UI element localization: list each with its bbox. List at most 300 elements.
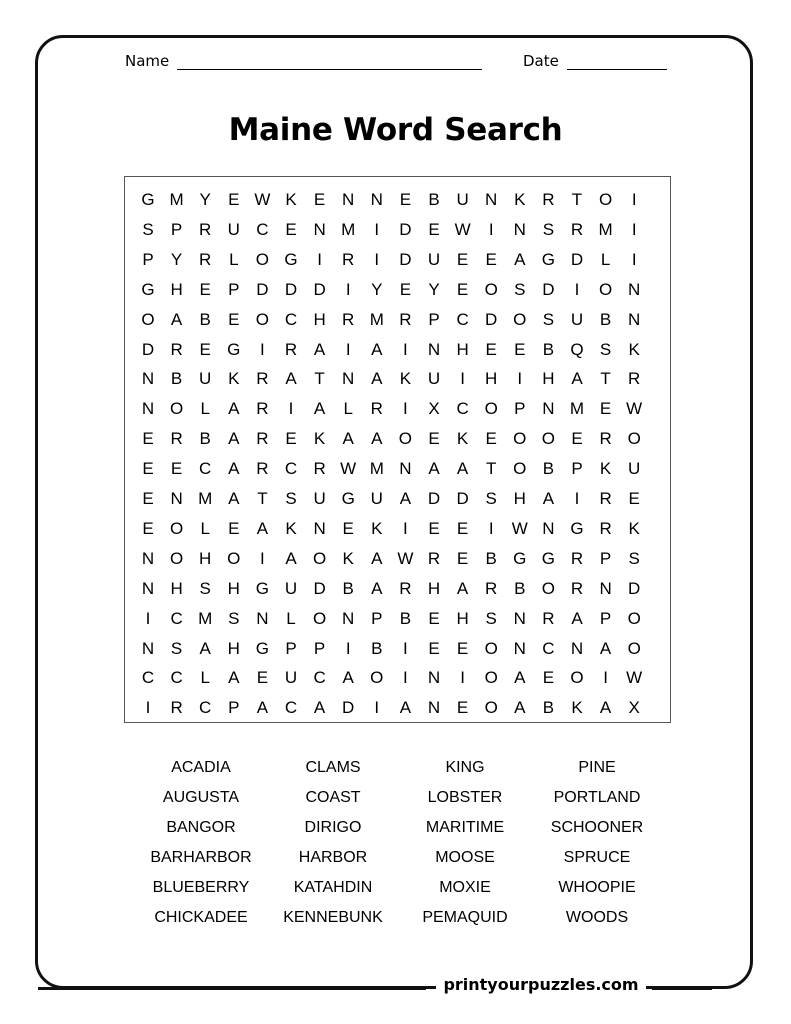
grid-letter[interactable]: O bbox=[541, 578, 555, 598]
grid-letter[interactable]: P bbox=[599, 548, 612, 568]
grid-letter[interactable]: B bbox=[514, 578, 526, 598]
grid-letter[interactable]: E bbox=[428, 608, 440, 628]
grid-letter[interactable]: O bbox=[312, 608, 327, 628]
grid-letter[interactable]: H bbox=[170, 578, 183, 598]
grid-letter[interactable]: E bbox=[599, 399, 612, 419]
grid-letter[interactable]: K bbox=[313, 429, 326, 449]
grid-letter[interactable]: M bbox=[598, 219, 613, 239]
grid-letter[interactable]: C bbox=[284, 459, 298, 479]
grid-letter[interactable]: P bbox=[428, 309, 440, 329]
grid-letter[interactable]: A bbox=[371, 369, 383, 389]
grid-letter[interactable]: R bbox=[256, 399, 269, 419]
grid-letter[interactable]: E bbox=[571, 429, 583, 449]
grid-letter[interactable]: A bbox=[199, 638, 211, 658]
grid-letter[interactable]: E bbox=[142, 489, 154, 508]
grid-letter[interactable]: O bbox=[598, 279, 613, 299]
grid-letter[interactable]: T bbox=[314, 369, 325, 389]
grid-letter[interactable]: E bbox=[428, 219, 440, 239]
grid-letter[interactable]: I bbox=[488, 518, 494, 538]
grid-letter[interactable]: E bbox=[542, 668, 555, 688]
grid-letter[interactable]: L bbox=[200, 668, 210, 688]
grid-letter[interactable]: L bbox=[200, 399, 210, 419]
grid-letter[interactable]: N bbox=[485, 190, 498, 209]
grid-letter[interactable]: A bbox=[571, 608, 583, 628]
grid-letter[interactable]: B bbox=[428, 190, 440, 209]
grid-letter[interactable]: R bbox=[256, 369, 269, 389]
grid-letter[interactable]: O bbox=[627, 608, 641, 628]
grid-letter[interactable]: E bbox=[228, 309, 240, 329]
grid-letter[interactable]: A bbox=[514, 249, 526, 269]
grid-letter[interactable]: O bbox=[627, 638, 641, 658]
grid-letter[interactable]: H bbox=[227, 578, 240, 598]
grid-letter[interactable]: O bbox=[484, 638, 498, 658]
grid-letter[interactable]: I bbox=[345, 279, 351, 299]
grid-letter[interactable]: R bbox=[256, 459, 269, 479]
grid-letter[interactable]: U bbox=[370, 489, 383, 508]
grid-letter[interactable]: N bbox=[628, 309, 641, 329]
grid-letter[interactable]: M bbox=[369, 309, 384, 329]
grid-letter[interactable]: O bbox=[169, 548, 184, 568]
grid-letter[interactable]: N bbox=[513, 219, 526, 239]
grid-letter[interactable]: C bbox=[170, 608, 183, 628]
grid-letter[interactable]: T bbox=[600, 369, 611, 389]
grid-letter[interactable]: D bbox=[256, 279, 269, 299]
grid-letter[interactable]: E bbox=[285, 219, 297, 239]
grid-letter[interactable]: R bbox=[570, 548, 584, 568]
grid-letter[interactable]: I bbox=[288, 399, 294, 419]
grid-letter[interactable]: S bbox=[485, 489, 497, 508]
grid-letter[interactable]: I bbox=[145, 608, 151, 628]
grid-letter[interactable]: O bbox=[513, 429, 527, 449]
grid-letter[interactable]: H bbox=[313, 309, 326, 329]
grid-letter[interactable]: P bbox=[371, 608, 383, 628]
grid-letter[interactable]: E bbox=[170, 459, 183, 479]
grid-letter[interactable]: I bbox=[317, 249, 322, 269]
grid-letter[interactable]: K bbox=[599, 459, 612, 479]
grid-letter[interactable]: E bbox=[399, 279, 412, 299]
grid-letter[interactable]: D bbox=[485, 309, 498, 329]
grid-letter[interactable]: C bbox=[542, 638, 555, 658]
grid-letter[interactable]: I bbox=[403, 518, 408, 538]
grid-letter[interactable]: B bbox=[542, 339, 555, 359]
grid-letter[interactable]: C bbox=[199, 459, 212, 479]
grid-letter[interactable]: A bbox=[313, 339, 326, 359]
grid-letter[interactable]: B bbox=[170, 369, 183, 389]
grid-letter[interactable]: N bbox=[427, 339, 441, 359]
grid-letter[interactable]: D bbox=[427, 489, 441, 508]
grid-letter[interactable]: B bbox=[199, 429, 211, 449]
grid-letter[interactable]: A bbox=[514, 698, 526, 718]
grid-letter[interactable]: O bbox=[398, 429, 412, 449]
grid-letter[interactable]: L bbox=[343, 399, 353, 419]
grid-letter[interactable]: O bbox=[312, 548, 327, 568]
grid-letter[interactable]: K bbox=[285, 518, 297, 538]
grid-letter[interactable]: O bbox=[169, 518, 184, 538]
grid-letter[interactable]: N bbox=[141, 399, 155, 419]
grid-letter[interactable]: Y bbox=[199, 190, 211, 209]
grid-letter[interactable]: E bbox=[628, 489, 640, 508]
grid-letter[interactable]: S bbox=[542, 219, 555, 239]
grid-letter[interactable]: N bbox=[370, 190, 383, 209]
grid-letter[interactable]: N bbox=[599, 578, 612, 598]
grid-letter[interactable]: A bbox=[456, 578, 469, 598]
grid-letter[interactable]: E bbox=[485, 249, 497, 269]
grid-letter[interactable]: A bbox=[399, 489, 412, 508]
grid-letter[interactable]: A bbox=[313, 399, 326, 419]
grid-letter[interactable]: P bbox=[313, 638, 326, 658]
grid-letter[interactable]: C bbox=[284, 309, 298, 329]
grid-letter[interactable]: D bbox=[342, 698, 355, 718]
grid-letter[interactable]: A bbox=[313, 698, 326, 718]
grid-letter[interactable]: L bbox=[200, 518, 210, 538]
grid-letter[interactable]: I bbox=[403, 668, 408, 688]
grid-letter[interactable]: A bbox=[285, 369, 297, 389]
grid-letter[interactable]: A bbox=[599, 638, 612, 658]
grid-letter[interactable]: K bbox=[342, 548, 354, 568]
grid-letter[interactable]: W bbox=[626, 399, 643, 419]
grid-letter[interactable]: A bbox=[228, 459, 240, 479]
grid-letter[interactable]: N bbox=[427, 698, 441, 718]
grid-letter[interactable]: X bbox=[628, 698, 640, 718]
grid-letter[interactable]: U bbox=[427, 249, 441, 269]
grid-letter[interactable]: C bbox=[313, 668, 326, 688]
grid-letter[interactable]: R bbox=[427, 548, 441, 568]
grid-letter[interactable]: I bbox=[631, 219, 637, 239]
grid-letter[interactable]: A bbox=[228, 489, 240, 508]
grid-letter[interactable]: Q bbox=[570, 339, 584, 359]
grid-letter[interactable]: N bbox=[256, 608, 269, 628]
grid-letter[interactable]: B bbox=[371, 638, 383, 658]
grid-letter[interactable]: H bbox=[170, 279, 183, 299]
name-field[interactable] bbox=[125, 52, 482, 70]
grid-letter[interactable]: R bbox=[370, 399, 383, 419]
grid-letter[interactable]: A bbox=[342, 429, 354, 449]
grid-letter[interactable]: H bbox=[199, 548, 212, 568]
grid-letter[interactable]: D bbox=[570, 249, 584, 269]
grid-letter[interactable]: R bbox=[570, 219, 584, 239]
grid-letter[interactable]: S bbox=[628, 548, 640, 568]
grid-letter[interactable]: M bbox=[569, 399, 585, 419]
grid-letter[interactable]: U bbox=[284, 668, 298, 688]
grid-letter[interactable]: B bbox=[599, 309, 612, 329]
grid-letter[interactable]: G bbox=[541, 249, 555, 269]
grid-letter[interactable]: R bbox=[485, 578, 498, 598]
grid-letter[interactable]: C bbox=[284, 698, 298, 718]
grid-letter[interactable]: A bbox=[371, 339, 383, 359]
grid-letter[interactable]: C bbox=[199, 698, 212, 718]
grid-letter[interactable]: I bbox=[460, 369, 465, 389]
grid-letter[interactable]: O bbox=[513, 459, 527, 479]
grid-letter[interactable]: D bbox=[542, 279, 555, 299]
grid-letter[interactable]: I bbox=[145, 698, 151, 718]
grid-letter[interactable]: H bbox=[456, 339, 469, 359]
name-line[interactable] bbox=[177, 57, 482, 70]
grid-letter[interactable]: W bbox=[397, 548, 414, 568]
grid-letter[interactable]: K bbox=[571, 698, 583, 718]
grid-letter[interactable]: U bbox=[284, 578, 298, 598]
grid-letter[interactable]: Y bbox=[371, 279, 383, 299]
grid-letter[interactable]: A bbox=[342, 668, 354, 688]
grid-letter[interactable]: A bbox=[170, 309, 183, 329]
grid-letter[interactable]: B bbox=[399, 608, 412, 628]
grid-letter[interactable]: R bbox=[199, 249, 212, 269]
grid-letter[interactable]: P bbox=[285, 638, 297, 658]
grid-letter[interactable]: I bbox=[374, 698, 380, 718]
grid-letter[interactable]: G bbox=[141, 190, 155, 209]
grid-letter[interactable]: C bbox=[141, 668, 155, 688]
grid-letter[interactable]: A bbox=[285, 548, 297, 568]
grid-letter[interactable]: G bbox=[341, 489, 355, 508]
grid-letter[interactable]: I bbox=[345, 339, 351, 359]
grid-letter[interactable]: N bbox=[513, 638, 526, 658]
grid-letter[interactable]: B bbox=[542, 459, 555, 479]
grid-letter[interactable]: E bbox=[456, 279, 469, 299]
grid-letter[interactable]: K bbox=[628, 339, 640, 359]
grid-letter[interactable]: O bbox=[169, 399, 184, 419]
grid-letter[interactable]: R bbox=[170, 698, 183, 718]
grid-letter[interactable]: I bbox=[374, 249, 380, 269]
grid-letter[interactable]: O bbox=[227, 548, 241, 568]
grid-letter[interactable]: I bbox=[403, 399, 408, 419]
grid-letter[interactable]: H bbox=[227, 638, 240, 658]
grid-letter[interactable]: A bbox=[428, 459, 440, 479]
grid-letter[interactable]: R bbox=[399, 578, 412, 598]
grid-letter[interactable]: K bbox=[456, 429, 469, 449]
grid-letter[interactable]: W bbox=[454, 219, 471, 239]
grid-letter[interactable]: N bbox=[141, 369, 155, 389]
grid-letter[interactable]: P bbox=[514, 399, 526, 419]
grid-letter[interactable]: E bbox=[485, 429, 497, 449]
grid-letter[interactable]: M bbox=[341, 219, 356, 239]
grid-letter[interactable]: E bbox=[514, 339, 526, 359]
grid-letter[interactable]: S bbox=[199, 578, 211, 598]
grid-letter[interactable]: C bbox=[456, 309, 469, 329]
grid-letter[interactable]: E bbox=[456, 698, 469, 718]
grid-letter[interactable]: L bbox=[229, 249, 239, 269]
grid-letter[interactable]: P bbox=[571, 459, 583, 479]
grid-letter[interactable]: H bbox=[513, 489, 526, 508]
grid-letter[interactable]: E bbox=[456, 548, 469, 568]
grid-letter[interactable]: I bbox=[460, 668, 465, 688]
grid-letter[interactable]: O bbox=[541, 429, 555, 449]
grid-letter[interactable]: N bbox=[141, 638, 155, 658]
grid-letter[interactable]: E bbox=[256, 668, 269, 688]
grid-letter[interactable]: E bbox=[428, 518, 440, 538]
grid-letter[interactable]: O bbox=[255, 249, 269, 269]
grid-letter[interactable]: I bbox=[574, 279, 580, 299]
grid-letter[interactable]: E bbox=[228, 190, 240, 209]
grid-letter[interactable]: S bbox=[599, 339, 612, 359]
grid-letter[interactable]: U bbox=[456, 190, 469, 209]
grid-letter[interactable]: E bbox=[285, 429, 297, 449]
grid-letter[interactable]: B bbox=[199, 309, 211, 329]
grid-letter[interactable]: G bbox=[284, 249, 298, 269]
grid-letter[interactable]: E bbox=[399, 190, 412, 209]
grid-letter[interactable]: I bbox=[260, 339, 265, 359]
grid-letter[interactable]: E bbox=[456, 518, 469, 538]
grid-letter[interactable]: M bbox=[198, 608, 213, 628]
grid-letter[interactable]: R bbox=[170, 339, 183, 359]
grid-letter[interactable]: G bbox=[227, 339, 241, 359]
grid-letter[interactable]: R bbox=[399, 309, 412, 329]
grid-letter[interactable]: D bbox=[399, 249, 412, 269]
grid-letter[interactable]: L bbox=[600, 249, 611, 269]
grid-letter[interactable]: M bbox=[198, 489, 213, 508]
grid-letter[interactable]: I bbox=[345, 638, 351, 658]
grid-letter[interactable]: O bbox=[598, 190, 613, 209]
grid-letter[interactable]: E bbox=[428, 429, 440, 449]
grid-letter[interactable]: U bbox=[313, 489, 326, 508]
grid-letter[interactable]: A bbox=[228, 429, 240, 449]
grid-letter[interactable]: R bbox=[199, 219, 212, 239]
grid-letter[interactable]: S bbox=[514, 279, 526, 299]
grid-letter[interactable]: G bbox=[141, 279, 155, 299]
grid-letter[interactable]: E bbox=[142, 518, 154, 538]
grid-letter[interactable]: I bbox=[631, 249, 637, 269]
grid-letter[interactable]: A bbox=[228, 399, 240, 419]
grid-letter[interactable]: I bbox=[574, 489, 580, 508]
grid-letter[interactable]: E bbox=[485, 339, 497, 359]
grid-letter[interactable]: K bbox=[285, 190, 297, 209]
grid-letter[interactable]: H bbox=[427, 578, 441, 598]
grid-letter[interactable]: B bbox=[485, 548, 497, 568]
grid-letter[interactable]: N bbox=[427, 668, 441, 688]
grid-letter[interactable]: C bbox=[456, 399, 469, 419]
grid-letter[interactable]: O bbox=[484, 668, 498, 688]
grid-letter[interactable]: Y bbox=[170, 249, 183, 269]
grid-letter[interactable]: N bbox=[313, 518, 326, 538]
grid-letter[interactable]: E bbox=[456, 638, 469, 658]
grid-letter[interactable]: P bbox=[142, 249, 154, 269]
grid-letter[interactable]: S bbox=[170, 638, 183, 658]
grid-letter[interactable]: N bbox=[141, 578, 155, 598]
grid-letter[interactable]: O bbox=[484, 698, 498, 718]
grid-letter[interactable]: E bbox=[456, 249, 469, 269]
grid-letter[interactable]: A bbox=[542, 489, 555, 508]
grid-letter[interactable]: N bbox=[628, 279, 641, 299]
grid-letter[interactable]: N bbox=[542, 518, 555, 538]
grid-letter[interactable]: O bbox=[513, 309, 527, 329]
grid-letter[interactable]: K bbox=[371, 518, 383, 538]
grid-letter[interactable]: O bbox=[627, 429, 641, 449]
grid-letter[interactable]: K bbox=[514, 190, 526, 209]
grid-letter[interactable]: K bbox=[399, 369, 412, 389]
grid-letter[interactable]: O bbox=[484, 399, 498, 419]
grid-letter[interactable]: L bbox=[286, 608, 296, 628]
grid-letter[interactable]: N bbox=[342, 190, 355, 209]
grid-letter[interactable]: K bbox=[628, 518, 640, 538]
grid-letter[interactable]: U bbox=[227, 219, 240, 239]
grid-letter[interactable]: P bbox=[228, 279, 240, 299]
grid-letter[interactable]: G bbox=[541, 548, 555, 568]
grid-letter[interactable]: R bbox=[570, 578, 584, 598]
grid-letter[interactable]: I bbox=[374, 219, 380, 239]
grid-letter[interactable]: H bbox=[456, 608, 469, 628]
grid-letter[interactable]: E bbox=[142, 429, 154, 449]
grid-letter[interactable]: N bbox=[313, 219, 326, 239]
grid-letter[interactable]: S bbox=[228, 608, 240, 628]
grid-letter[interactable]: W bbox=[626, 668, 643, 688]
grid-letter[interactable]: N bbox=[342, 369, 355, 389]
grid-letter[interactable]: R bbox=[599, 429, 612, 449]
date-field[interactable] bbox=[523, 52, 667, 70]
grid-letter[interactable]: R bbox=[170, 429, 183, 449]
grid-letter[interactable]: U bbox=[199, 369, 212, 389]
grid-letter[interactable]: A bbox=[228, 668, 240, 688]
grid-letter[interactable]: N bbox=[342, 608, 355, 628]
grid-letter[interactable]: D bbox=[141, 339, 155, 359]
grid-letter[interactable]: G bbox=[570, 518, 584, 538]
grid-letter[interactable]: U bbox=[628, 459, 641, 479]
grid-letter[interactable]: R bbox=[342, 309, 355, 329]
grid-letter[interactable]: E bbox=[428, 638, 440, 658]
grid-letter[interactable]: S bbox=[142, 219, 154, 239]
date-line[interactable] bbox=[567, 57, 667, 70]
grid-letter[interactable]: D bbox=[284, 279, 298, 299]
grid-letter[interactable]: A bbox=[371, 548, 383, 568]
grid-letter[interactable]: C bbox=[170, 668, 183, 688]
grid-letter[interactable]: P bbox=[599, 608, 612, 628]
grid-letter[interactable]: U bbox=[427, 369, 441, 389]
grid-letter[interactable]: R bbox=[284, 339, 298, 359]
grid-letter[interactable]: D bbox=[313, 279, 326, 299]
grid-letter[interactable]: I bbox=[403, 638, 408, 658]
grid-letter[interactable]: G bbox=[513, 548, 527, 568]
grid-letter[interactable]: R bbox=[342, 249, 355, 269]
grid-letter[interactable]: D bbox=[313, 578, 326, 598]
grid-letter[interactable]: P bbox=[170, 219, 183, 239]
grid-letter[interactable]: I bbox=[517, 369, 523, 389]
grid-letter[interactable]: E bbox=[313, 190, 326, 209]
grid-letter[interactable]: N bbox=[570, 638, 584, 658]
grid-letter[interactable]: S bbox=[285, 489, 297, 508]
grid-letter[interactable]: Y bbox=[428, 279, 440, 299]
grid-letter[interactable]: G bbox=[255, 578, 269, 598]
grid-letter[interactable]: R bbox=[599, 489, 612, 508]
grid-letter[interactable]: O bbox=[255, 309, 269, 329]
grid-letter[interactable]: E bbox=[199, 339, 211, 359]
grid-letter[interactable]: A bbox=[399, 698, 412, 718]
grid-letter[interactable]: A bbox=[256, 518, 269, 538]
grid-letter[interactable]: R bbox=[313, 459, 326, 479]
grid-letter[interactable]: D bbox=[628, 578, 641, 598]
grid-letter[interactable]: H bbox=[485, 369, 498, 389]
grid-letter[interactable]: A bbox=[256, 698, 269, 718]
grid-letter[interactable]: C bbox=[256, 219, 269, 239]
grid-letter[interactable]: G bbox=[255, 638, 269, 658]
grid-letter[interactable]: N bbox=[399, 459, 412, 479]
grid-letter[interactable]: M bbox=[369, 459, 384, 479]
grid-letter[interactable]: X bbox=[428, 399, 440, 419]
grid-letter[interactable]: B bbox=[342, 578, 354, 598]
grid-letter[interactable]: T bbox=[257, 489, 268, 508]
grid-letter[interactable]: E bbox=[199, 279, 211, 299]
grid-letter[interactable]: D bbox=[456, 489, 469, 508]
grid-letter[interactable]: I bbox=[260, 548, 265, 568]
grid-letter[interactable]: R bbox=[256, 429, 269, 449]
grid-letter[interactable]: B bbox=[542, 698, 555, 718]
grid-letter[interactable]: T bbox=[571, 190, 583, 209]
grid-letter[interactable]: D bbox=[399, 219, 412, 239]
grid-letter[interactable]: U bbox=[570, 309, 584, 329]
grid-letter[interactable]: W bbox=[340, 459, 357, 479]
grid-letter[interactable]: N bbox=[170, 489, 183, 508]
grid-letter[interactable]: H bbox=[542, 369, 555, 389]
grid-letter[interactable]: N bbox=[542, 399, 555, 419]
grid-letter[interactable]: M bbox=[169, 190, 184, 209]
grid-letter[interactable]: O bbox=[370, 668, 384, 688]
grid-letter[interactable]: O bbox=[141, 309, 155, 329]
